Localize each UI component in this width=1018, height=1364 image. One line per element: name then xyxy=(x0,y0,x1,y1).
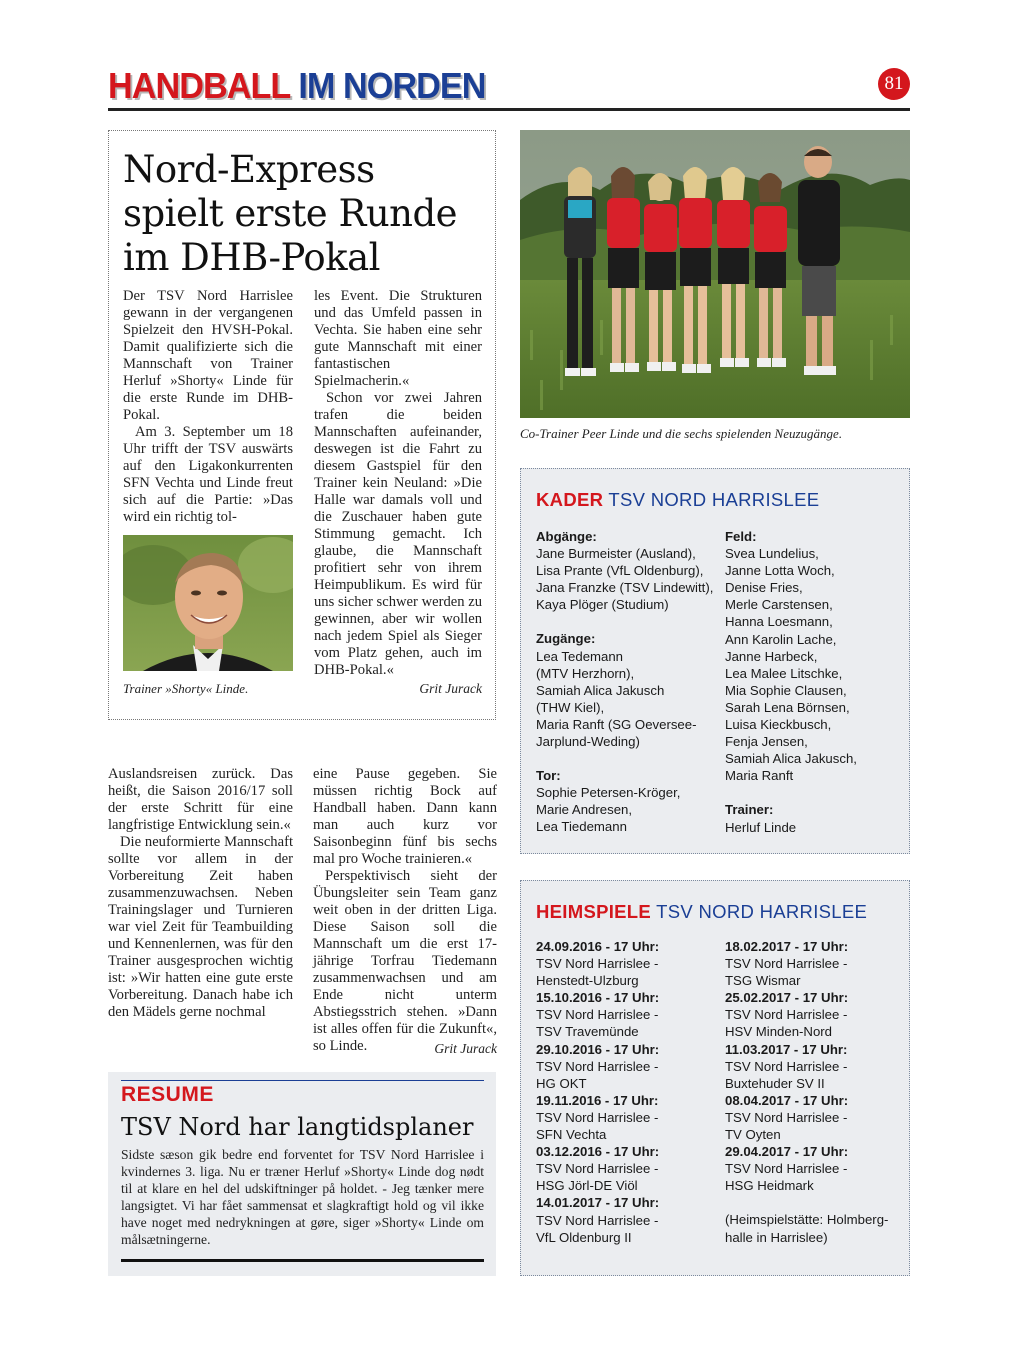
fixture-line: HG OKT xyxy=(536,1075,587,1091)
trainer-portrait xyxy=(123,535,293,671)
fixture-line: TSV Nord Harrislee - xyxy=(536,1109,659,1125)
paragraph: Am 3. September um 18 Uhr trifft der TSV auswärts auf den Ligakonkurrenten SFN Vechta und Linde freut sich auf die Partie: »Das wird ein richtig tol- xyxy=(123,424,293,525)
fixture-line: TSV Travemünde xyxy=(536,1024,639,1040)
venue-note-line: halle in Harrislee) xyxy=(725,1229,828,1245)
kader-heading xyxy=(536,489,819,511)
list-item: Lea Tiedemann xyxy=(536,819,627,835)
fixture xyxy=(536,1194,721,1245)
kader-left-column xyxy=(536,528,721,836)
fixture-date: 25.02.2017 - 17 Uhr: xyxy=(725,990,849,1006)
article-column-1-top xyxy=(123,288,293,526)
list-item: Hanna Loesmann, xyxy=(725,614,833,630)
kader-group xyxy=(536,630,721,750)
list-item: Sophie Petersen-Kröger, xyxy=(536,785,681,801)
heimspiele-heading xyxy=(536,901,867,923)
list-item: Sarah Lena Börnsen, xyxy=(725,699,850,715)
article-headline xyxy=(123,148,493,280)
kader-right-column xyxy=(725,528,900,836)
list-item: Maria Ranft xyxy=(725,768,794,784)
list-item: Janne Harbeck, xyxy=(725,648,818,664)
fixture-line: TV Oyten xyxy=(725,1127,781,1143)
page-number: 81 xyxy=(878,68,910,100)
fixture-date: 11.03.2017 - 17 Uhr: xyxy=(725,1041,848,1057)
list-item: Ann Karolin Lache, xyxy=(725,631,837,647)
list-item: Denise Fries, xyxy=(725,580,803,596)
article-column-2-top xyxy=(314,288,482,679)
resume-title: TSV Nord har langtidsplaner xyxy=(121,1113,474,1141)
paragraph: Perspektivisch sieht der Übungsleiter sein Team ganz weit oben in der dritten Liga. Diese Saison soll die Mannschaft um die erst 17-jährige Torfrau Tiedemann zusammenwachsen und am Ende nicht unterm Abstiegsstrich stehen. »Dann ist alles offen für die Zukunft«, so Linde. xyxy=(313,868,497,1054)
fixture xyxy=(725,938,900,989)
resume-label: RESUME xyxy=(121,1083,214,1106)
fixture xyxy=(725,1092,900,1143)
fixture xyxy=(536,938,721,989)
heimspiele-heading-red: HEIMSPIELE xyxy=(536,901,652,922)
fixture-line: HSG Heidmark xyxy=(725,1178,814,1194)
list-item: Janne Lotta Woch, xyxy=(725,563,835,579)
resume-top-rule xyxy=(121,1080,484,1081)
kader-group-label: Zugänge: xyxy=(536,631,596,647)
section-title xyxy=(108,64,485,108)
kader-group-label: Abgänge: xyxy=(536,529,597,544)
fixture-line: TSV Nord Harrislee - xyxy=(725,956,848,972)
article-author: Grit Jurack xyxy=(419,681,482,696)
fixture-line: VfL Oldenburg II xyxy=(536,1229,632,1245)
fixture-line: TSV Nord Harrislee - xyxy=(536,1212,659,1228)
headline-line: spielt erste Runde xyxy=(123,192,458,235)
fixture-date: 29.04.2017 - 17 Uhr: xyxy=(725,1144,849,1160)
venue-note xyxy=(725,1211,900,1245)
list-item: Marie Andresen, xyxy=(536,802,633,818)
fixture-date: 18.02.2017 - 17 Uhr: xyxy=(725,939,849,954)
list-item: Luisa Kieckbusch, xyxy=(725,717,832,733)
fixture xyxy=(536,1041,721,1092)
team-photo xyxy=(520,130,910,418)
fixture-date: 19.11.2016 - 17 Uhr: xyxy=(536,1092,659,1108)
team-photo-caption: Co-Trainer Peer Linde und die sechs spielenden Neuzugänge. xyxy=(520,426,843,441)
section-title-blue: IM NORDEN xyxy=(298,65,486,106)
fixture-date: 29.10.2016 - 17 Uhr: xyxy=(536,1041,660,1057)
fixture xyxy=(725,1041,900,1092)
paragraph: Der TSV Nord Harrislee gewann in der vergangenen Spielzeit den HVSH-Pokal. Damit qualifizierte sich die Mannschaft von Trainer Herluf »Shorty« Linde für die erste Runde im DHB-Pokal. xyxy=(123,288,293,423)
kader-group-label: Trainer: xyxy=(725,802,774,818)
article-column-2-bottom xyxy=(313,766,497,1055)
paragraph: les Event. Die Strukturen und das Umfeld passen in Vechta. Sie haben eine sehr gute Mannschaft mit einer fantastischen Spielmacherin.« xyxy=(314,288,482,389)
fixture-date: 14.01.2017 - 17 Uhr: xyxy=(536,1195,660,1211)
fixture-line: TSV Nord Harrislee - xyxy=(725,1161,848,1177)
kader-heading-blue: TSV NORD HARRISLEE xyxy=(608,489,820,510)
list-item: Maria Ranft (SG Oeversee- xyxy=(536,716,697,732)
list-item: Lea Malee Litschke, xyxy=(725,665,843,681)
list-item: Jane Burmeister (Ausland), xyxy=(536,546,696,562)
list-item: Lea Tedemann xyxy=(536,648,624,664)
heimspiele-right-column xyxy=(725,938,900,1246)
article-column-1-bottom xyxy=(108,766,293,1021)
article-author-bottom: Grit Jurack xyxy=(434,1041,497,1056)
heimspiele-heading-blue: TSV NORD HARRISLEE xyxy=(656,901,868,922)
venue-note-line: (Heimspielstätte: Holmberg- xyxy=(725,1212,889,1228)
paragraph: Die neuformierte Mannschaft sollte vor allem in der Vorbereitung Zeit haben zusammenzuwachsen. Neben Trainingslager und Turnieren war viel Zeit für Teambuilding und Kennenlernen, was für den Trainer ausgesprochen wichtig ist: »Wir hatten eine gute erste Vorbereitung. Danach habe ich den Mädels gerne nochmal xyxy=(108,834,293,1020)
list-item: Herluf Linde xyxy=(725,819,797,835)
list-item: (MTV Herzhorn), xyxy=(536,665,635,681)
fixture-line: SFN Vechta xyxy=(536,1127,607,1143)
fixture-date: 15.10.2016 - 17 Uhr: xyxy=(536,990,660,1006)
portrait-caption: Trainer »Shorty« Linde. xyxy=(123,681,249,696)
list-item: (THW Kiel), xyxy=(536,699,605,715)
list-item: Mia Sophie Clausen, xyxy=(725,682,847,698)
fixture-line: TSV Nord Harrislee - xyxy=(725,1007,848,1023)
fixture-line: Henstedt-Ulzburg xyxy=(536,973,639,989)
kader-heading-red: KADER xyxy=(536,489,604,510)
fixture xyxy=(725,989,900,1040)
kader-group xyxy=(725,801,900,835)
paragraph: Schon vor zwei Jahren trafen die beiden Mannschaften aufeinander, deswegen ist die Fahrt zu diesem Gastspiel für den Trainer kein Neuland: »Die Halle war damals voll und die Zuschauer haben gute Stimmung gemacht. Ich glaube, die Mannschaft profitiert sehr von ihrem Heimpublikum. Es wird für uns sicher schwer werden zu gewinnen, aber wir wollen nach jedem Spiel als Sieger vom Platz gehen, auch im DHB-Pokal.« xyxy=(314,390,482,678)
fixture xyxy=(725,1143,900,1194)
list-item: Jana Franzke (TSV Lindewitt), xyxy=(536,580,714,596)
fixture xyxy=(536,989,721,1040)
list-item: Fenja Jensen, xyxy=(725,734,808,750)
fixture-line: TSV Nord Harrislee - xyxy=(536,956,659,972)
fixture xyxy=(536,1143,721,1194)
list-item: Kaya Plöger (Studium) xyxy=(536,597,669,613)
list-item: Lisa Prante (VfL Oldenburg), xyxy=(536,563,704,579)
fixture xyxy=(536,1092,721,1143)
paragraph: Auslandsreisen zurück. Das heißt, die Saison 2016/17 soll der erste Schritt für eine langfristige Entwicklung sein.« xyxy=(108,766,293,833)
fixture-line: TSV Nord Harrislee - xyxy=(725,1058,848,1074)
fixture-date: 08.04.2017 - 17 Uhr: xyxy=(725,1092,849,1108)
kader-group-label: Feld: xyxy=(725,529,757,544)
fixture-line: TSV Nord Harrislee - xyxy=(536,1058,659,1074)
fixture-line: Buxtehuder SV II xyxy=(725,1075,825,1091)
header-rule xyxy=(108,108,910,111)
kader-group xyxy=(536,528,721,613)
fixture-line: TSV Nord Harrislee - xyxy=(725,1109,848,1125)
list-item: Samiah Alica Jakusch, xyxy=(725,751,857,767)
list-item: Samiah Alica Jakusch xyxy=(536,682,665,698)
fixture-line: TSV Nord Harrislee - xyxy=(536,1161,659,1177)
resume-text: Sidste sæson gik bedre end forventet for TSV Nord Harrislee i kvindernes 3. liga. Nu er træner Herluf »Shorty« Linde dog nødt til at klare en hel del udskiftninger på holdet. - Jeg tænker mere langsigtet. Vi har fået sammensat et slagkraftigt hold og vil ikke have noget med nedrykningen at gøre, siger »Shorty« Linde om målsætningerne. xyxy=(121,1147,484,1247)
headline-line: Nord-Express xyxy=(123,148,375,191)
fixture-line: TSG Wismar xyxy=(725,973,801,989)
heimspiele-left-column xyxy=(536,938,721,1246)
section-title-red: HANDBALL xyxy=(108,65,290,106)
kader-group-label: Tor: xyxy=(536,768,561,784)
headline-line: im DHB-Pokal xyxy=(123,236,380,279)
kader-group xyxy=(536,767,721,835)
list-item: Jarplund-Weding) xyxy=(536,734,640,750)
fixture-line: HSG Jörl-DE Viöl xyxy=(536,1178,638,1194)
fixture-date: 03.12.2016 - 17 Uhr: xyxy=(536,1144,660,1160)
list-item: Svea Lundelius, xyxy=(725,546,819,562)
fixture-line: HSV Minden-Nord xyxy=(725,1024,833,1040)
kader-group xyxy=(725,528,900,784)
resume-bottom-rule xyxy=(121,1259,484,1262)
list-item: Merle Carstensen, xyxy=(725,597,833,613)
fixture-line: TSV Nord Harrislee - xyxy=(536,1007,659,1023)
fixture-date: 24.09.2016 - 17 Uhr: xyxy=(536,939,660,954)
paragraph: eine Pause gegeben. Sie müssen richtig Bock auf Handball haben. Dann kann man auch kurz vor Saisonbeginn fünf bis sechs mal pro Woche trainieren.« xyxy=(313,766,497,867)
